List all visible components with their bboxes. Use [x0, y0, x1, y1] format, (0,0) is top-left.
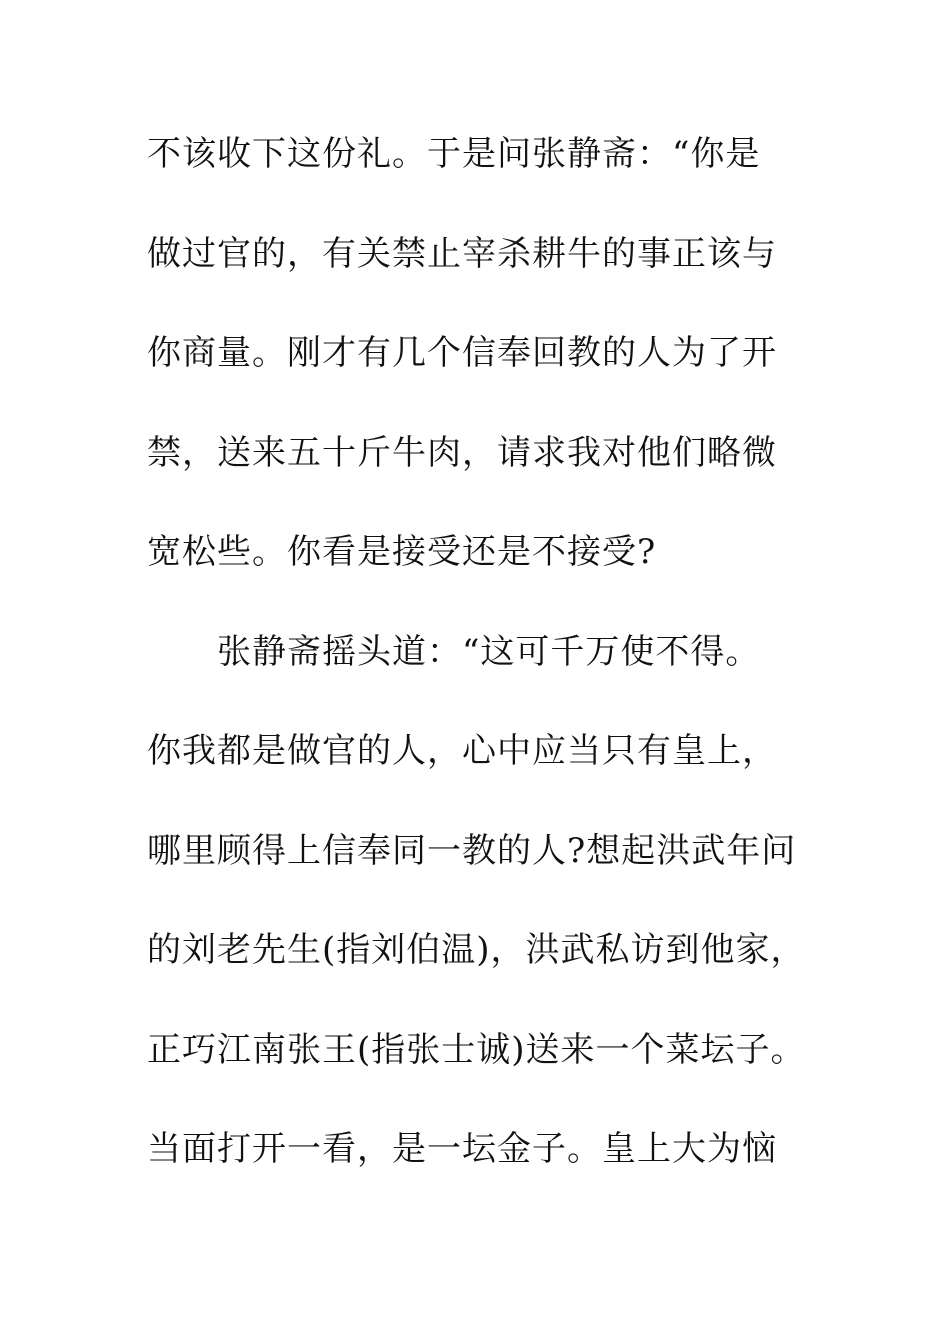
text-line: 不该收下这份礼。于是问张静斋：“你是 [147, 134, 761, 174]
text-line: 正巧江南张王(指张士诚)送来一个菜坛子。 [147, 1029, 806, 1070]
text-line: 的刘老先生(指刘伯温)，洪武私访到他家， [147, 930, 806, 970]
text-line: 当面打开一看，是一坛金子。皇上大为恼 [147, 1129, 777, 1169]
text-line: 做过官的，有关禁止宰杀耕牛的事正该与 [147, 233, 777, 274]
text-line: 宽松些。你看是接受还是不接受? [147, 532, 657, 572]
text-line: 你我都是做官的人，心中应当只有皇上， [147, 731, 777, 771]
body-text [147, 124, 847, 1219]
text-line: 禁，送来五十斤牛肉，请求我对他们略微 [147, 432, 777, 473]
paragraph-start-line: 张静斋摇头道：“这可千万使不得。 [217, 631, 761, 672]
text-line: 哪里顾得上信奉同一教的人?想起洪武年问 [147, 830, 797, 871]
text-line: 你商量。刚才有几个信奉回教的人为了开 [147, 333, 777, 373]
